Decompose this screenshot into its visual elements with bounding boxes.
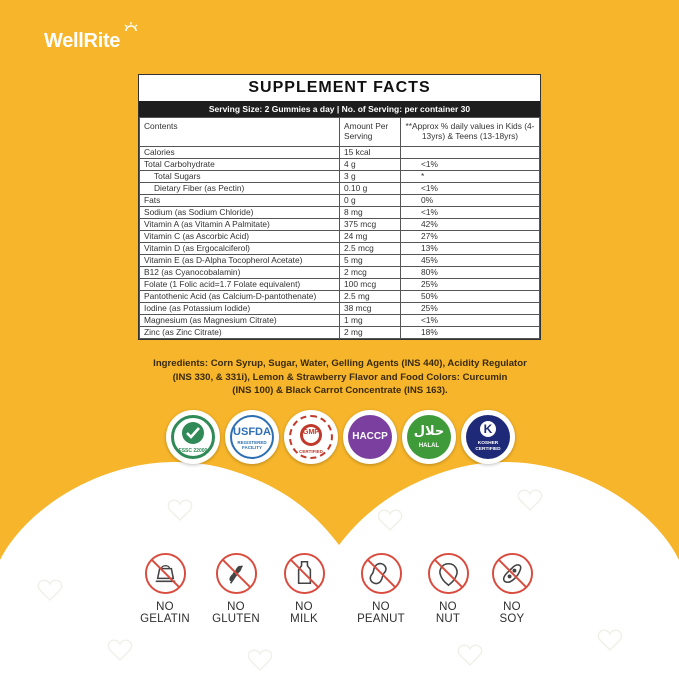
- nutrient-amount: 38 mcg: [340, 303, 401, 315]
- nutrient-name: Pantothenic Acid (as Calcium-D-pantothenate): [140, 291, 340, 303]
- table-row: [140, 315, 540, 327]
- cert-sub: KOSHER CERTIFIED: [475, 441, 501, 452]
- table-row: [140, 195, 540, 207]
- nutrient-name: B12 (as Cyanocobalamin): [140, 267, 340, 279]
- nutrient-amount: 3 g: [340, 171, 401, 183]
- kosher-badge: [461, 410, 515, 464]
- nutrient-amount: 0 g: [340, 195, 401, 207]
- nutrient-name: Fats: [140, 195, 340, 207]
- cert-label: FSSC 22000: [178, 448, 208, 454]
- cert-label: HACCP: [352, 431, 388, 442]
- header-amount: Amount Per Serving: [340, 118, 401, 147]
- nutrient-daily-value: [401, 147, 540, 159]
- cert-label: حلال: [413, 423, 445, 438]
- sun-icon: [124, 22, 138, 32]
- header-daily-value: **Approx % daily values in Kids (4-13yrs) & Teens (13-18yrs): [401, 118, 540, 147]
- ingredients-text: [120, 357, 560, 398]
- nutrient-name: Total Sugars: [140, 171, 340, 183]
- ingredients-line: (INS 330, & 331i), Lemon & Strawberry Flavor and Food Colors: Curcumin: [172, 371, 508, 383]
- supplement-facts-panel: [138, 74, 541, 340]
- table-row: [140, 279, 540, 291]
- nutrient-name: Zinc (as Zinc Citrate): [140, 327, 340, 339]
- badge-no: NO: [227, 601, 245, 613]
- ingredients-line: Ingredients: Corn Syrup, Sugar, Water, Gelling Agents (INS 440), Acidity Regulator: [153, 358, 527, 369]
- facts-body: [140, 147, 540, 339]
- nutrient-daily-value: 0%: [401, 195, 540, 207]
- nutrient-daily-value: 42%: [401, 219, 540, 231]
- no-nut-badge: [420, 552, 476, 625]
- nutrient-name: Vitamin A (as Vitamin A Palmitate): [140, 219, 340, 231]
- nutrient-name: Dietary Fiber (as Pectin): [140, 183, 340, 195]
- table-row: [140, 327, 540, 339]
- table-row: [140, 231, 540, 243]
- nutrient-daily-value: <1%: [401, 159, 540, 171]
- nutrient-name: Magnesium (as Magnesium Citrate): [140, 315, 340, 327]
- nutrient-name: Folate (1 Folic acid=1.7 Folate equivalent): [140, 279, 340, 291]
- nutrient-name: Vitamin E (as D-Alpha Tocopherol Acetate): [140, 255, 340, 267]
- badge-label: SOY: [499, 613, 525, 625]
- nutrient-daily-value: <1%: [401, 315, 540, 327]
- table-row: [140, 159, 540, 171]
- cert-label: USFDA: [233, 426, 271, 438]
- table-row: [140, 207, 540, 219]
- table-row: [140, 303, 540, 315]
- nutrient-daily-value: 18%: [401, 327, 540, 339]
- nutrient-daily-value: <1%: [401, 183, 540, 195]
- facts-header-row: [140, 118, 540, 147]
- nutrient-amount: 8 mg: [340, 207, 401, 219]
- table-row: [140, 243, 540, 255]
- badge-label: GLUTEN: [212, 613, 260, 625]
- nutrient-daily-value: 25%: [401, 279, 540, 291]
- badge-no: NO: [439, 601, 457, 613]
- badge-label: MILK: [290, 613, 318, 625]
- nutrient-amount: 2 mcg: [340, 267, 401, 279]
- nutrient-name: Vitamin D (as Ergocalciferol): [140, 243, 340, 255]
- nut-icon: [427, 552, 470, 595]
- nutrient-daily-value: <1%: [401, 207, 540, 219]
- table-row: [140, 183, 540, 195]
- brand-name: WellRite: [44, 30, 121, 52]
- gelatin-icon: [144, 552, 187, 595]
- nutrient-amount: 2.5 mcg: [340, 243, 401, 255]
- nutrient-name: Calories: [140, 147, 340, 159]
- nutrient-amount: 1 mg: [340, 315, 401, 327]
- table-row: [140, 291, 540, 303]
- nutrient-amount: 375 mcg: [340, 219, 401, 231]
- nutrient-name: Sodium (as Sodium Chloride): [140, 207, 340, 219]
- nutrient-amount: 15 kcal: [340, 147, 401, 159]
- nutrient-daily-value: 25%: [401, 303, 540, 315]
- nutrient-daily-value: 80%: [401, 267, 540, 279]
- table-row: [140, 267, 540, 279]
- nutrient-daily-value: 50%: [401, 291, 540, 303]
- halal-badge: [402, 410, 456, 464]
- usfda-badge: [225, 410, 279, 464]
- header-contents: Contents: [140, 118, 340, 147]
- cert-sub: REGISTERED FACILITY: [237, 440, 267, 450]
- nutrient-name: Iodine (as Potassium Iodide): [140, 303, 340, 315]
- nutrient-daily-value: 27%: [401, 231, 540, 243]
- no-gluten-badge: [208, 552, 264, 625]
- nutrient-amount: 0.10 g: [340, 183, 401, 195]
- nutrient-amount: 24 mg: [340, 231, 401, 243]
- badge-no: NO: [503, 601, 521, 613]
- no-peanut-badge: [353, 552, 409, 625]
- no-gelatin-badge: [137, 552, 193, 625]
- nutrient-amount: 4 g: [340, 159, 401, 171]
- nutrient-amount: 2.5 mg: [340, 291, 401, 303]
- brand-logo: [44, 30, 120, 53]
- badge-no: NO: [295, 601, 313, 613]
- table-row: [140, 255, 540, 267]
- cert-label: GMP: [303, 429, 319, 436]
- nutrient-amount: 100 mcg: [340, 279, 401, 291]
- badge-no: NO: [372, 601, 390, 613]
- cert-sub: HALAL: [418, 443, 440, 449]
- nutrient-amount: 5 mg: [340, 255, 401, 267]
- nutrient-amount: 2 mg: [340, 327, 401, 339]
- milk-bottle-icon: [283, 552, 326, 595]
- table-row: [140, 147, 540, 159]
- ingredients-line: (INS 100) & Black Carrot Concentrate (INS 163).: [232, 385, 448, 396]
- cert-label: K: [480, 421, 496, 437]
- no-milk-badge: [276, 552, 332, 625]
- badge-no: NO: [156, 601, 174, 613]
- soy-icon: [491, 552, 534, 595]
- badge-label: NUT: [435, 613, 461, 625]
- nutrient-name: Total Carbohydrate: [140, 159, 340, 171]
- peanut-icon: [360, 552, 403, 595]
- haccp-badge: [343, 410, 397, 464]
- facts-table: [139, 117, 540, 339]
- table-row: [140, 171, 540, 183]
- wheat-icon: [215, 552, 258, 595]
- nutrient-name: Vitamin C (as Ascorbic Acid): [140, 231, 340, 243]
- facts-title: SUPPLEMENT FACTS: [248, 79, 431, 96]
- check-icon: [179, 419, 207, 447]
- fssc-22000-badge: [166, 410, 220, 464]
- nutrient-daily-value: *: [401, 171, 540, 183]
- serving-info: Serving Size: 2 Gummies a day | No. of Serving: per container 30: [139, 101, 540, 117]
- table-row: [140, 219, 540, 231]
- no-soy-badge: [484, 552, 540, 625]
- nutrient-daily-value: 13%: [401, 243, 540, 255]
- cert-sub: CERTIFIED: [299, 449, 323, 454]
- nutrient-daily-value: 45%: [401, 255, 540, 267]
- gmp-certified-badge: [284, 410, 338, 464]
- badge-label: GELATIN: [140, 613, 190, 625]
- badge-label: PEANUT: [357, 613, 405, 625]
